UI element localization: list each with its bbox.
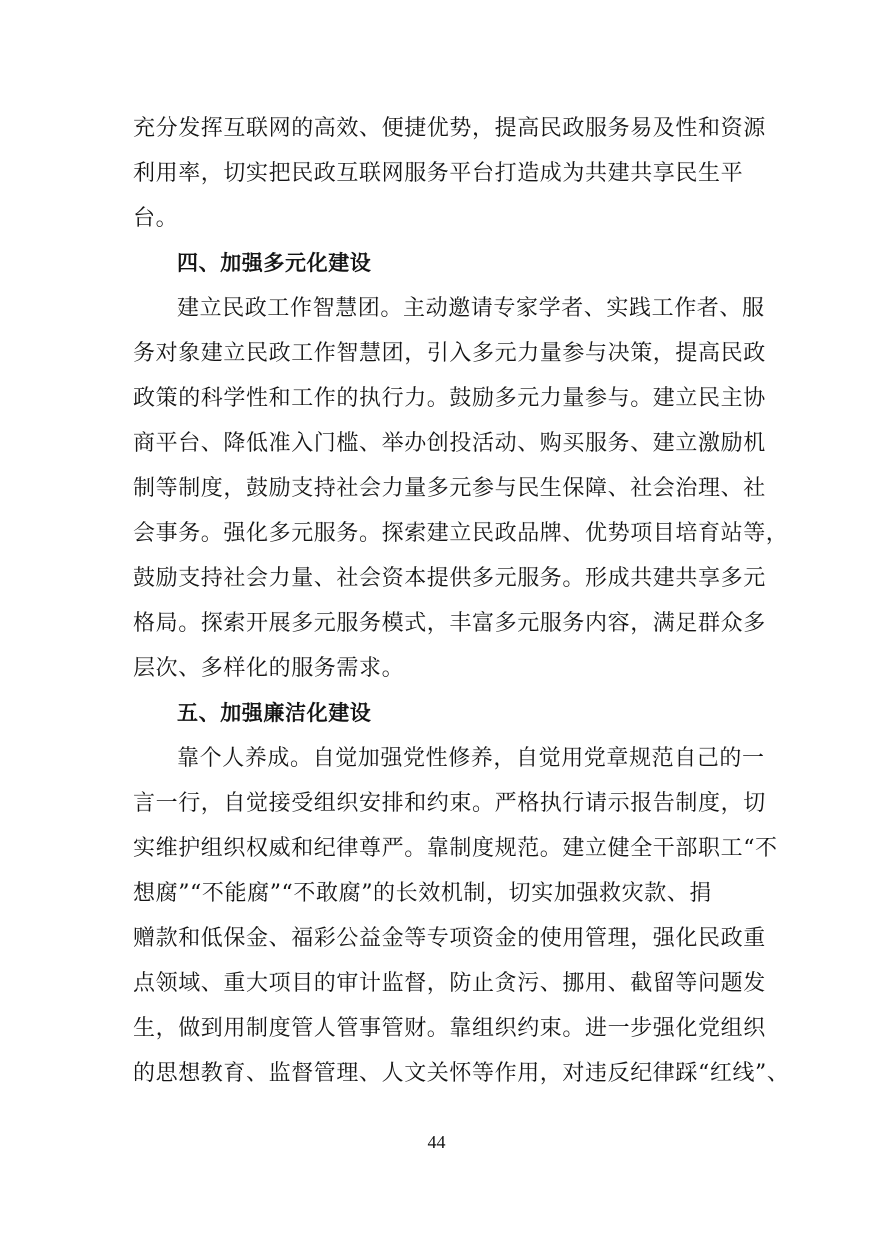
text-line: 格局。探索开展多元服务模式，丰富多元服务内容，满足群众多 [133,611,766,636]
text-line: 鼓励支持社会力量、社会资本提供多元服务。形成共建共享多元 [133,566,766,591]
section-heading-4: 四、加强多元化建设 [177,251,372,275]
text-line: 建立民政工作智慧团。主动邀请专家学者、实践工作者、服 [177,296,765,321]
text-line: 言一行，自觉接受组织安排和约束。严格执行请示报告制度，切 [133,791,766,816]
text-line: 台。 [133,206,179,231]
text-line: 会事务。强化多元服务。探索建立民政品牌、优势项目培育站等， [133,521,789,546]
text-line: 点领域、重大项目的审计监督，防止贪污、挪用、截留等问题发 [133,971,766,996]
text-line: 商平台、降低准入门槛、举办创投活动、购买服务、建立激励机 [133,431,766,456]
text-line: 靠个人养成。自觉加强党性修养，自觉用党章规范自己的一 [177,746,765,771]
section-heading-5: 五、加强廉洁化建设 [177,701,372,725]
page-number: 44 [427,1132,446,1152]
text-line: 政策的科学性和工作的执行力。鼓励多元力量参与。建立民主协 [133,386,766,411]
text-line: 实维护组织权威和纪律尊严。靠制度规范。建立健全干部职工“不 [133,836,778,861]
text-line: 充分发挥互联网的高效、便捷优势，提高民政服务易及性和资源 [133,116,766,141]
text-line: 生，做到用制度管人管事管财。靠组织约束。进一步强化党组织 [133,1016,766,1041]
text-line: 赠款和低保金、福彩公益金等专项资金的使用管理，强化民政重 [133,926,766,951]
text-line: 的思想教育、监督管理、人文关怀等作用，对违反纪律踩“红线”、 [133,1061,790,1086]
text-line: 务对象建立民政工作智慧团，引入多元力量参与决策，提高民政 [133,341,766,366]
text-line: 利用率，切实把民政互联网服务平台打造成为共建共享民生平 [133,161,744,186]
text-line: 想腐”“不能腐”“不敢腐”的长效机制，切实加强救灾款、捐 [133,881,713,906]
text-line: 制等制度，鼓励支持社会力量多元参与民生保障、社会治理、社 [133,476,766,501]
page-body [133,106,790,1096]
text-line: 层次、多样化的服务需求。 [133,656,405,681]
